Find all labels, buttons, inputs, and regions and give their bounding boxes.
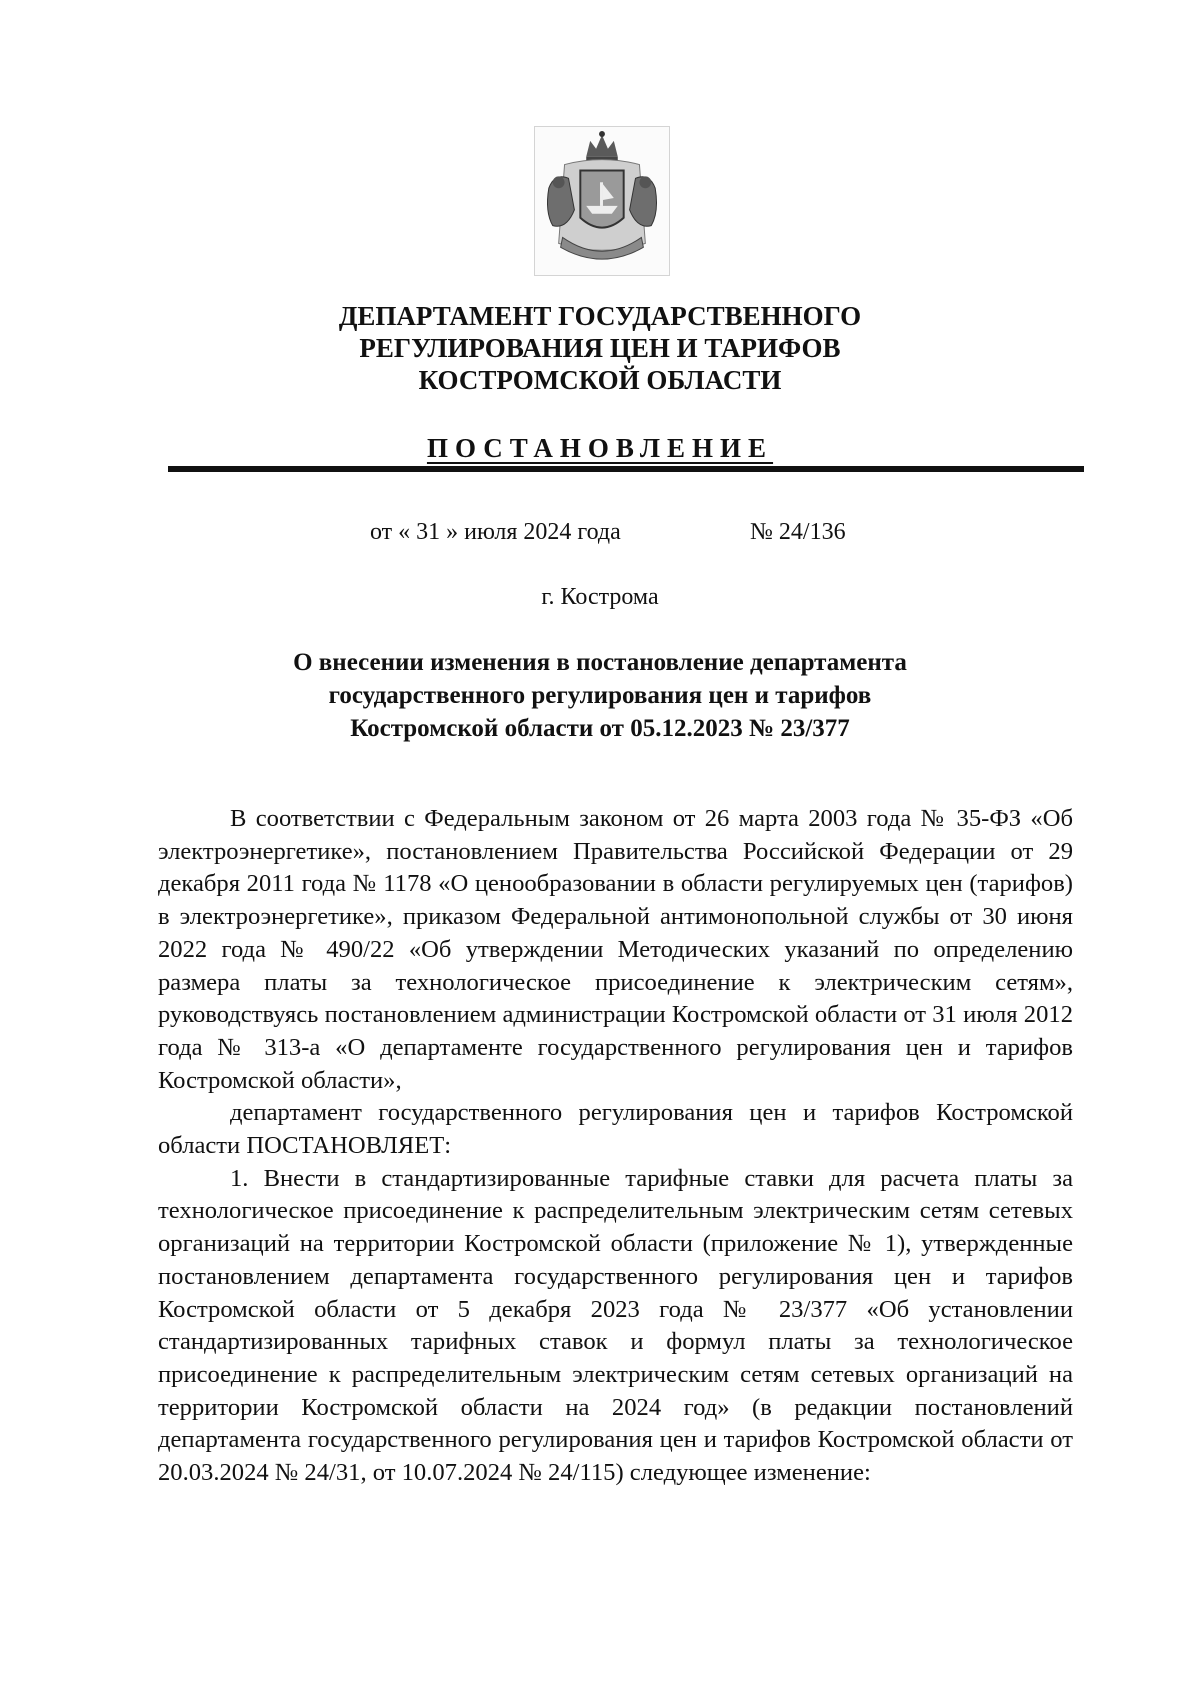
body-paragraph-item-1: 1. Внести в стандартизированные тарифные ставки для расчета платы за технологическое присоединение к распределительным электрическим сетям сетевых организаций на территории Костромской области (приложение № 1), утвержденные постановлением департамента государственного регулирования цен и тарифов Костромской области от 5 декабря 2023 года № 23/377 «Об установлении стандартизированных тарифных ставок и формул платы за технологическое присоединение к распределительным электрическим сетям сетевых организаций на территории Костромской области на 2024 год» (в редакции постановлений департамента государственного регулирования цен и тарифов Костромской области от 20.03.2024 № 24/31, от 10.07.2024 № 24/115) следующее изменение: <box>158 1164 1073 1487</box>
document-body <box>158 803 1073 1490</box>
organization-name-line: ДЕПАРТАМЕНТ ГОСУДАРСТВЕННОГО <box>338 301 862 331</box>
subject-line: О внесении изменения в постановление департамента <box>293 649 907 676</box>
organization-name-line: КОСТРОМСКОЙ ОБЛАСТИ <box>418 365 782 395</box>
document-subject <box>0 646 1200 745</box>
subject-line: государственного регулирования цен и тарифов <box>328 682 872 709</box>
organization-name <box>0 300 1200 396</box>
organization-name-line: РЕГУЛИРОВАНИЯ ЦЕН И ТАРИФОВ <box>359 333 841 363</box>
body-paragraph-resolves: департамент государственного регулирования цен и тарифов Костромской области ПОСТАНОВЛЯЕТ: <box>158 1099 1073 1160</box>
header-divider <box>168 466 1084 472</box>
coat-of-arms-icon <box>534 126 670 276</box>
subject-line: Костромской области от 05.12.2023 № 23/377 <box>350 715 850 742</box>
body-paragraph-preamble: В соответствии с Федеральным законом от 26 марта 2003 года № 35-ФЗ «Об электроэнергетике», постановлением Правительства Российской Федерации от 29 декабря 2011 года № 1178 «О ценообразовании в области регулируемых цен (тарифов) в электроэнергетике», приказом Федеральной антимонопольной службы от 30 июня 2022 года № 490/22 «Об утверждении Методических указаний по определению размера платы за технологическое присоединение к электрическим сетям», руководствуясь постановлением администрации Костромской области от 31 июля 2012 года № 313-а «О департаменте государственного регулирования цен и тарифов Костромской области», <box>158 805 1073 1094</box>
document-city: г. Кострома <box>541 584 659 610</box>
document-number: № 24/136 <box>750 519 846 545</box>
document-date: от « 31 » июля 2024 года <box>370 519 621 545</box>
document-type-title: ПОСТАНОВЛЕНИЕ <box>426 433 774 463</box>
